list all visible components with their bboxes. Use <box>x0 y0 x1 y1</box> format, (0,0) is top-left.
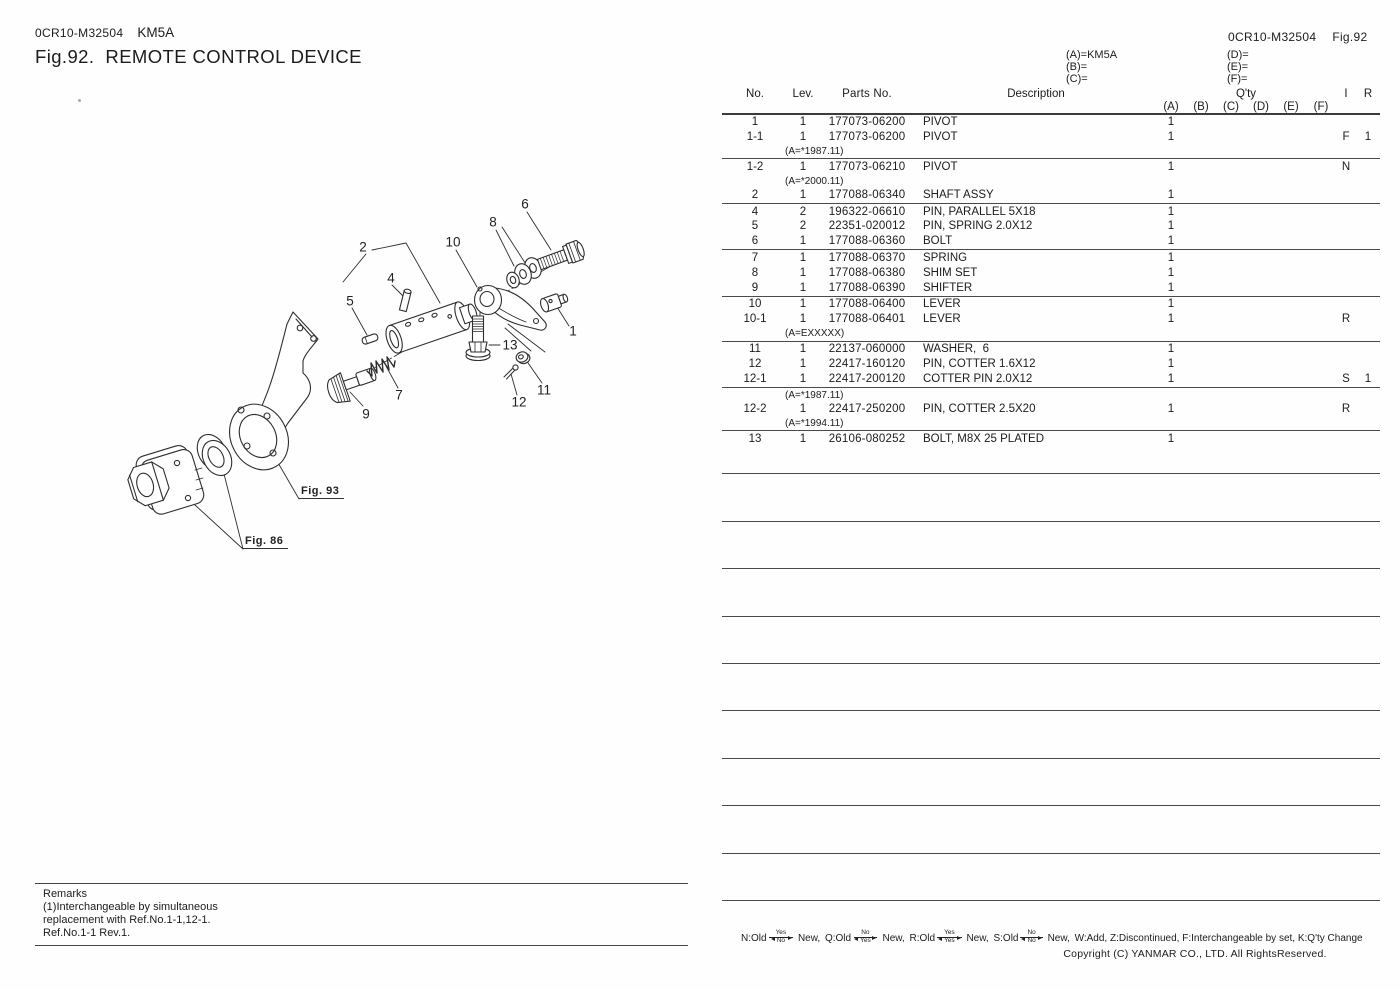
legend-item: S:Old $\frac{No}{No}$ New, <box>993 929 1073 944</box>
stray-mark <box>78 99 81 102</box>
doc-number-right: 0CR10-M32504 <box>1228 30 1317 44</box>
variant-b: (B)= <box>1066 61 1088 73</box>
table-row: 13 1 26106-080252 BOLT, M8X 25 PLATED 1 <box>748 432 1175 445</box>
remarks-line-1: (1)Interchangeable by simultaneous <box>43 901 218 913</box>
fig-reference-label: Fig. 86 <box>243 535 288 549</box>
table-row: 2 1 177088-06340 SHAFT ASSY 1 <box>751 188 1175 201</box>
row-note: (A=*1994.11) <box>785 417 844 429</box>
variant-c: (C)= <box>1066 73 1088 85</box>
table-row: 9 1 177088-06390 SHIFTER 1 <box>751 281 1175 294</box>
variant-a: (A)=KM5A <box>1066 49 1118 61</box>
row-note: (A=*1987.11) <box>785 145 844 157</box>
interchange-arrow-icon: Yes No <box>769 930 794 945</box>
col-header-lev: Lev. <box>792 88 814 100</box>
interchange-arrow-icon: Yes Yes <box>937 930 962 945</box>
table-row: 12 1 22417-160120 PIN, COTTER 1.6X12 1 <box>748 357 1175 370</box>
model-code: KM5A <box>137 25 175 40</box>
spring-part <box>367 357 395 376</box>
blank-ruled-line <box>722 569 1380 616</box>
variant-f: (F)= <box>1227 73 1248 85</box>
subcol-d: (D) <box>1253 101 1269 113</box>
cotter-pin-part <box>504 365 518 379</box>
subcol-c: (C) <box>1223 101 1239 113</box>
doc-number: 0CR10-M32504 <box>35 26 124 40</box>
callout-number-9: 9 <box>362 406 370 422</box>
legend-item: Q:Old No Yes New, <box>824 929 908 944</box>
fig-reference-label: Fig. 93 <box>299 485 344 499</box>
col-header-r: R <box>1363 88 1373 100</box>
blank-ruled-line <box>722 759 1380 806</box>
exploded-diagram <box>0 0 700 700</box>
table-row: 1-1 1 177073-06200 PIVOT 1 F 1 <box>746 130 1372 143</box>
callout-number-13: 13 <box>502 337 518 353</box>
row-note: (A=*2000.11) <box>785 175 844 187</box>
page-title: Fig.92. REMOTE CONTROL DEVICE <box>35 46 362 67</box>
blank-ruled-line <box>722 806 1380 853</box>
legend-item: R:Old Yes Yes New, <box>909 929 992 944</box>
parallel-pin-part <box>399 289 411 312</box>
variant-d: (D)= <box>1227 49 1249 61</box>
callout-number-4: 4 <box>387 270 395 286</box>
header-right <box>1228 30 1367 44</box>
blank-ruled-line <box>722 617 1380 664</box>
blank-ruled-line <box>722 854 1380 901</box>
parts-table <box>722 88 1380 901</box>
callout-number-8: 8 <box>489 214 497 230</box>
callout-number-12: 12 <box>511 394 527 410</box>
col-header-parts-no: Parts No. <box>842 88 892 100</box>
plug-assembly-part <box>125 443 206 516</box>
blank-ruled-line <box>722 711 1380 758</box>
lever-part <box>475 286 547 331</box>
blank-ruled-line <box>722 446 1380 474</box>
callout-number-11: 11 <box>536 382 552 398</box>
fig-number: Fig.92 <box>1332 30 1368 44</box>
table-row: 4 2 196322-06610 PIN, PARALLEL 5X18 1 <box>751 205 1175 218</box>
subcol-b: (B) <box>1193 101 1209 113</box>
shifter-part <box>324 362 381 407</box>
variant-list-left <box>1066 49 1117 85</box>
table-row: 6 1 177088-06360 BOLT 1 <box>751 235 1175 248</box>
leader-lines <box>195 212 569 549</box>
diagram-drawing <box>0 0 700 700</box>
table-body <box>722 115 1380 901</box>
table-row: 1 1 177073-06200 PIVOT 1 <box>751 116 1175 128</box>
legend-tail: W:Add, Z:Discontinued, F:Interchangeable by set, K:Q'ty Change <box>1074 932 1363 944</box>
callout-number-5: 5 <box>346 293 354 309</box>
table-row: 5 2 22351-020012 PIN, SPRING 2.0X12 1 <box>751 220 1175 233</box>
variant-e: (E)= <box>1227 61 1249 73</box>
remarks-line-3: Ref.No.1-1 Rev.1. <box>43 927 131 939</box>
table-header-row <box>722 88 1380 101</box>
row-note: (A=EXXXXX) <box>785 327 845 339</box>
legend-item: N:Old Yes No New, <box>741 929 823 944</box>
callout-number-10: 10 <box>445 234 461 250</box>
table-row: 10-1 1 177088-06401 LEVER 1 R <box>743 313 1351 326</box>
copyright-line: Copyright (C) YANMAR CO., LTD. All RightsReserved. <box>1063 948 1327 960</box>
blank-ruled-line <box>722 664 1380 711</box>
col-header-i: I <box>1344 88 1348 100</box>
callout-number-2: 2 <box>359 239 367 255</box>
table-row: 12-1 1 22417-200120 COTTER PIN 2.0X12 1 S 1 <box>743 372 1372 385</box>
col-header-description: Description <box>1007 88 1065 100</box>
interchange-arrow-icon: $\frac{No}{No}$ <box>1020 930 1042 945</box>
row-note: (A=*1987.11) <box>785 389 844 401</box>
col-header-qty: Q'ty <box>1235 88 1257 100</box>
table-row: 12-2 1 22417-250200 PIN, COTTER 2.5X20 1 R <box>743 402 1351 415</box>
remarks-title: Remarks <box>43 888 88 900</box>
bolt6-part <box>536 239 587 274</box>
col-header-no: No. <box>746 88 764 100</box>
remarks-box <box>35 883 688 946</box>
callout-number-7: 7 <box>395 387 403 403</box>
table-subheader-row <box>722 101 1380 113</box>
table-row: 8 1 177088-06380 SHIM SET 1 <box>751 266 1175 279</box>
pivot-part <box>539 291 570 313</box>
callout-number-6: 6 <box>521 196 529 212</box>
blank-ruled-line <box>722 474 1380 521</box>
subcol-f: (F) <box>1313 101 1329 113</box>
table-row: 10 1 177088-06400 LEVER 1 <box>748 298 1175 311</box>
interchange-arrow-icon: No Yes <box>853 930 878 945</box>
blank-ruled-line <box>722 522 1380 569</box>
remarks-line-2: replacement with Ref.No.1-1,12-1. <box>43 914 211 926</box>
table-row: 11 1 22137-060000 WASHER, 6 1 <box>749 343 1175 356</box>
table-row: 1-2 1 177073-06210 PIVOT 1 N <box>746 160 1351 173</box>
subcol-e: (E) <box>1283 101 1299 113</box>
variant-list-right <box>1227 49 1249 85</box>
spring-pin-part <box>361 333 378 345</box>
interchange-legend <box>741 931 1391 946</box>
table-row: 7 1 177088-06370 SPRING 1 <box>751 251 1175 264</box>
callout-number-1: 1 <box>569 323 577 339</box>
shaft-assy-part <box>383 297 481 355</box>
subcol-a: (A) <box>1163 101 1179 113</box>
